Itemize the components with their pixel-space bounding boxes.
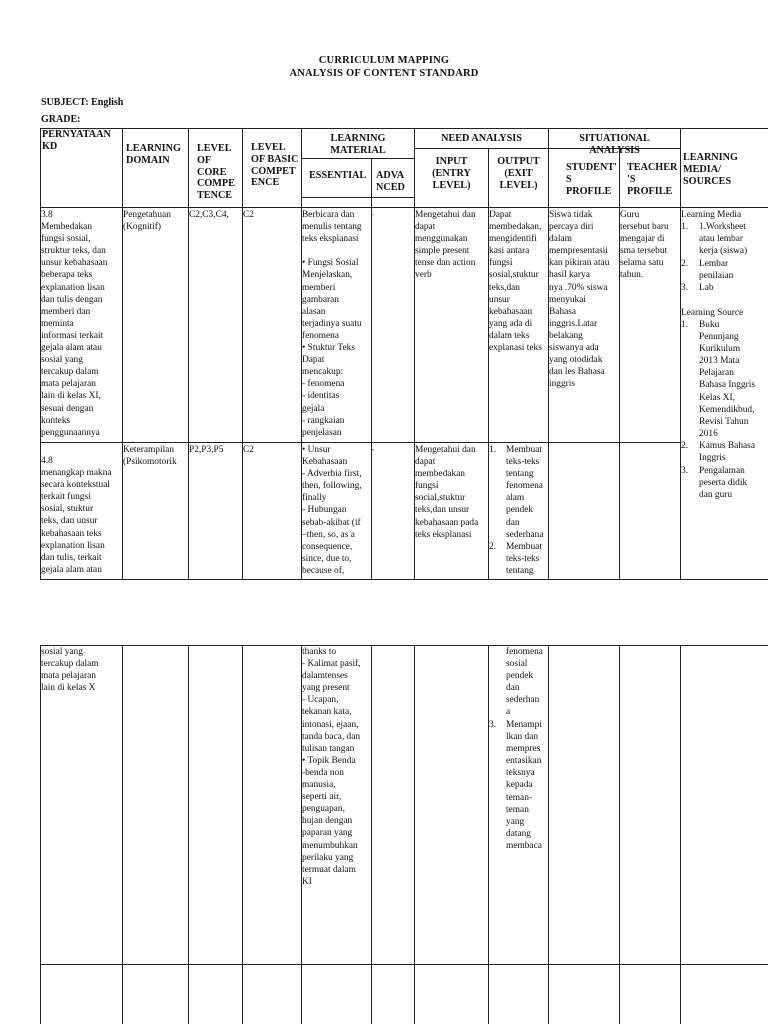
list-marker: 2. [489,542,497,552]
output-item: Membuat teks-teks tentang fenomena alam pendek dan sederhana [506,445,544,540]
header-need-analysis: NEED ANALYSIS [441,133,522,144]
list-marker: 1. [489,445,497,455]
kd-4-8-text: 4.8 menangkap makna secara kontekstual terkait fungsi sosial, stuktur teks, dan unsur kebahasaan teks explanation lisan dan tulis, terkait gejala alam atau [41,456,112,575]
learning-source-item: Kamus Bahasa Inggris [699,441,755,464]
col-line [680,128,681,580]
list-marker: 1. [681,320,689,330]
header-students-profile: STUDENT' S PROFILE [566,162,617,197]
learning-source-item: Buku Penunjang Kurikulum 2013 Mata Pelajaran Bahasa Inggris Kelas XI, Kemendikbud, Revisi Tahun 2016 [699,320,755,439]
header-advanced: ADVA NCED [376,170,405,193]
col-line [40,645,41,1024]
row-divider-line [40,442,680,443]
kd-3-8-text: 3.8 Membedakan fungsi sosial, struktur teks, dan unsur kebahasaan beberapa teks explanation lisan dan tulis dengan memberi dan meminta informasi terkait gejala alam atau sosial yang tercakup dalam mata pelajaran lain di kelas XI, sesuai dengan konteks penggunaannya [41,210,108,438]
table-border-top [40,128,768,129]
col-line [619,645,620,1024]
output-item: Menampi lkan dan mempres entasikan teksnya kepada teman- teman yang datang membaca [506,720,542,851]
output-exit-level-1: Dapat membedakan, mengidentifi kasi antara fungsi sosial,stuktur teks,dan unsur kebahasaan yang ada di dalam teks explanasi teks [489,210,542,354]
header-teachers-profile: TEACHER 'S PROFILE [627,162,678,197]
learning-media-item: 1.Worksheet atau lembar kerja (siswa) [699,222,748,257]
essential-material-1: Berbicara dan menulis tentang teks eksplanasi • Fungsi Sosial Menjelaskan, memberi gambaran alasan terjadinya suatu fenomena • Stuktur Teks Dapat mencakup: - fenomena - identitas gejala - rangkaian penjelasan [302,210,362,438]
document-title-line-1: CURRICULUM MAPPING [318,55,450,66]
essential-material-2: • Unsur Kebahasaan - Adverbia first, then, following, finally - Hubungan sebab-akibat (if –then, so, as a consequence, since, due to, because of, [302,445,362,576]
learning-media-item: Lab [699,283,714,293]
header-input: INPUT (ENTRY LEVEL) [432,156,471,191]
page1-bottom-line [40,579,768,580]
advanced-material-1: - [371,210,375,220]
domain-psychomotor: Keterampilan (Psikomotorik [123,445,177,468]
grade-label: GRADE: [41,114,81,125]
basic-competence-c2: C2 [243,445,254,455]
header-learning-media-sources: LEARNING MEDIA/ SOURCES [683,152,738,187]
learning-media-heading: Learning Media [681,210,742,220]
input-entry-level-2: Mengetahui dan dapat membedakan fungsi social,stuktur teks,dan unsur kebahasaan pada teks eksplanasi [415,445,479,540]
header-essential: ESSENTIAL [309,170,367,181]
page2-top-line [40,645,768,646]
list-marker: 2. [681,259,689,269]
list-marker: 3. [681,283,689,293]
header-core-competence: LEVEL OF CORE COMPE TENCE [197,143,235,202]
learning-media-item: Lembar penilaian [699,259,734,282]
header-learning-material: LEARNING MATERIAL [330,133,386,156]
core-competence-p: P2,P3,P5 [189,445,224,455]
col-line [414,645,415,1024]
list-marker: 3. [489,720,497,730]
kd-continued-text: sosial yang tercakup dalam mata pelajaran lain di kelas X [41,647,99,694]
col-line [371,645,372,1024]
col-line [122,645,123,1024]
subject-label: SUBJECT: English [41,97,124,108]
col-line [371,158,372,580]
col-line [122,128,123,580]
document-title-line-2: ANALYSIS OF CONTENT STANDARD [289,68,479,79]
output-item: Membuat teks-teks tentang [506,542,542,577]
input-entry-level-1: Mengetahui dan dapat menggunakan simple present tense dan action verb [415,210,476,281]
header-kd: PERNYATAAN KD [42,129,111,152]
header-situational-analysis: SITUATIONAL ANALYSIS [579,133,650,156]
list-marker: 3. [681,466,689,476]
col-line [242,128,243,580]
basic-competence-c2: C2 [243,210,254,220]
material-subheader-line [301,158,414,159]
page2-row-line [40,964,768,965]
learning-source-heading: Learning Source [681,308,744,318]
learning-source-item: Pengalaman peserta didik dan guru [699,466,748,501]
students-profile-text: Siswa tidak percaya diri dalam mempresentasii kan pikiran atau hasil karya nya .70% siswa menyukai Bahasa inggris.Latar belakang siswanya ada yang otodidak dan les Bahasa inggris [549,210,610,390]
domain-cognitive: Pengetahuan (Kognitif) [123,210,171,233]
teachers-profile-text: Guru tersebut baru mengajar di sma tersebut selama satu tahun. [620,210,669,281]
header-learning-domain: LEARNING DOMAIN [126,143,181,166]
advanced-material-2: - [371,445,375,455]
core-competence-c: C2,C3,C4, [189,210,229,220]
col-line [488,645,489,1024]
header-output: OUTPUT (EXIT LEVEL) [497,156,540,191]
header-basic-competence: LEVEL OF BASIC COMPET ENCE [251,142,299,189]
col-line [188,645,189,1024]
list-marker: 1. [681,222,689,232]
list-marker: 2. [681,441,689,451]
output-item-continued: fenomena sosial pendek dan sederhan a [506,647,543,718]
essential-material-continued: thanks to - Kalimat pasif, dalamtenses yang present - Ucapan, tekanan kata, intonasi, ejaan, tanda baca, dan tulisan tangan • Topik Benda -benda non manusia, seperti air, penguapan, hujan dengan paparan yang menumbuhkan perilaku yang termuat dalam KI [302,647,361,887]
material-bottom-line [301,197,415,198]
col-line [242,645,243,1024]
header-bottom-line [40,207,768,208]
col-line [188,128,189,580]
col-line [680,645,681,1024]
